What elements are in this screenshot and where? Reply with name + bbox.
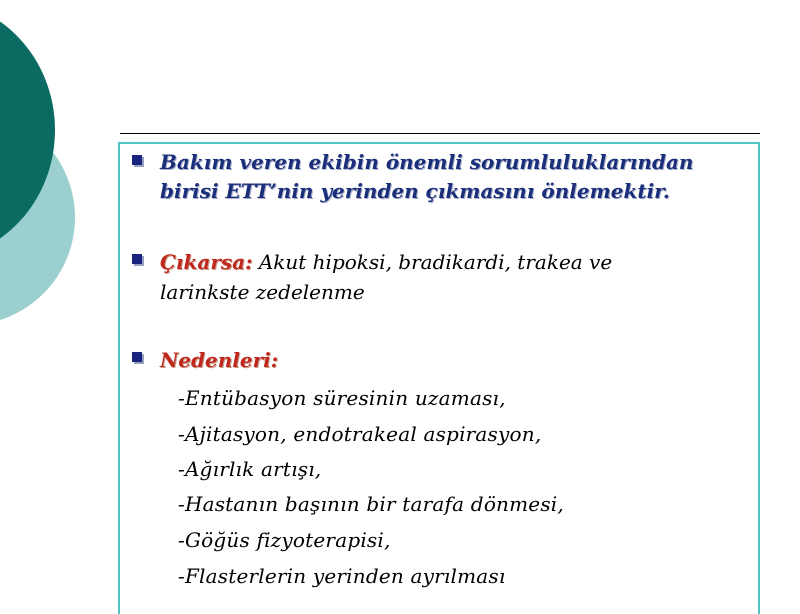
bullet3-label: Nedenleri: bbox=[160, 348, 279, 372]
cause-item: -Entübasyon süresinin uzaması, bbox=[178, 386, 506, 410]
bullet1-line1: Bakım veren ekibin önemli sorumluluklarından bbox=[160, 150, 694, 174]
bullet-square-icon bbox=[132, 155, 142, 165]
cause-item: -Ağırlık artışı, bbox=[178, 457, 322, 481]
bullet-square-icon bbox=[132, 352, 142, 362]
cause-item: -Hastanın başının bir tarafa dönmesi, bbox=[178, 492, 564, 516]
bullet1-line2: birisi ETT’nin yerinden çıkmasını önlemektir. bbox=[160, 179, 670, 203]
bullet2-line1 bbox=[160, 248, 612, 276]
bullet2-text: Akut hipoksi, bradikardi, trakea ve bbox=[252, 250, 613, 274]
bullet2-line2: larinkste zedelenme bbox=[160, 280, 365, 304]
cause-item: -Ajitasyon, endotrakeal aspirasyon, bbox=[178, 422, 542, 446]
title-divider bbox=[120, 133, 760, 134]
cause-item: -Flasterlerin yerinden ayrılması bbox=[178, 564, 506, 588]
bullet-square-icon bbox=[132, 254, 142, 264]
bullet2-label: Çıkarsa: bbox=[160, 250, 253, 274]
cause-item: -Göğüs fizyoterapisi, bbox=[178, 528, 391, 552]
